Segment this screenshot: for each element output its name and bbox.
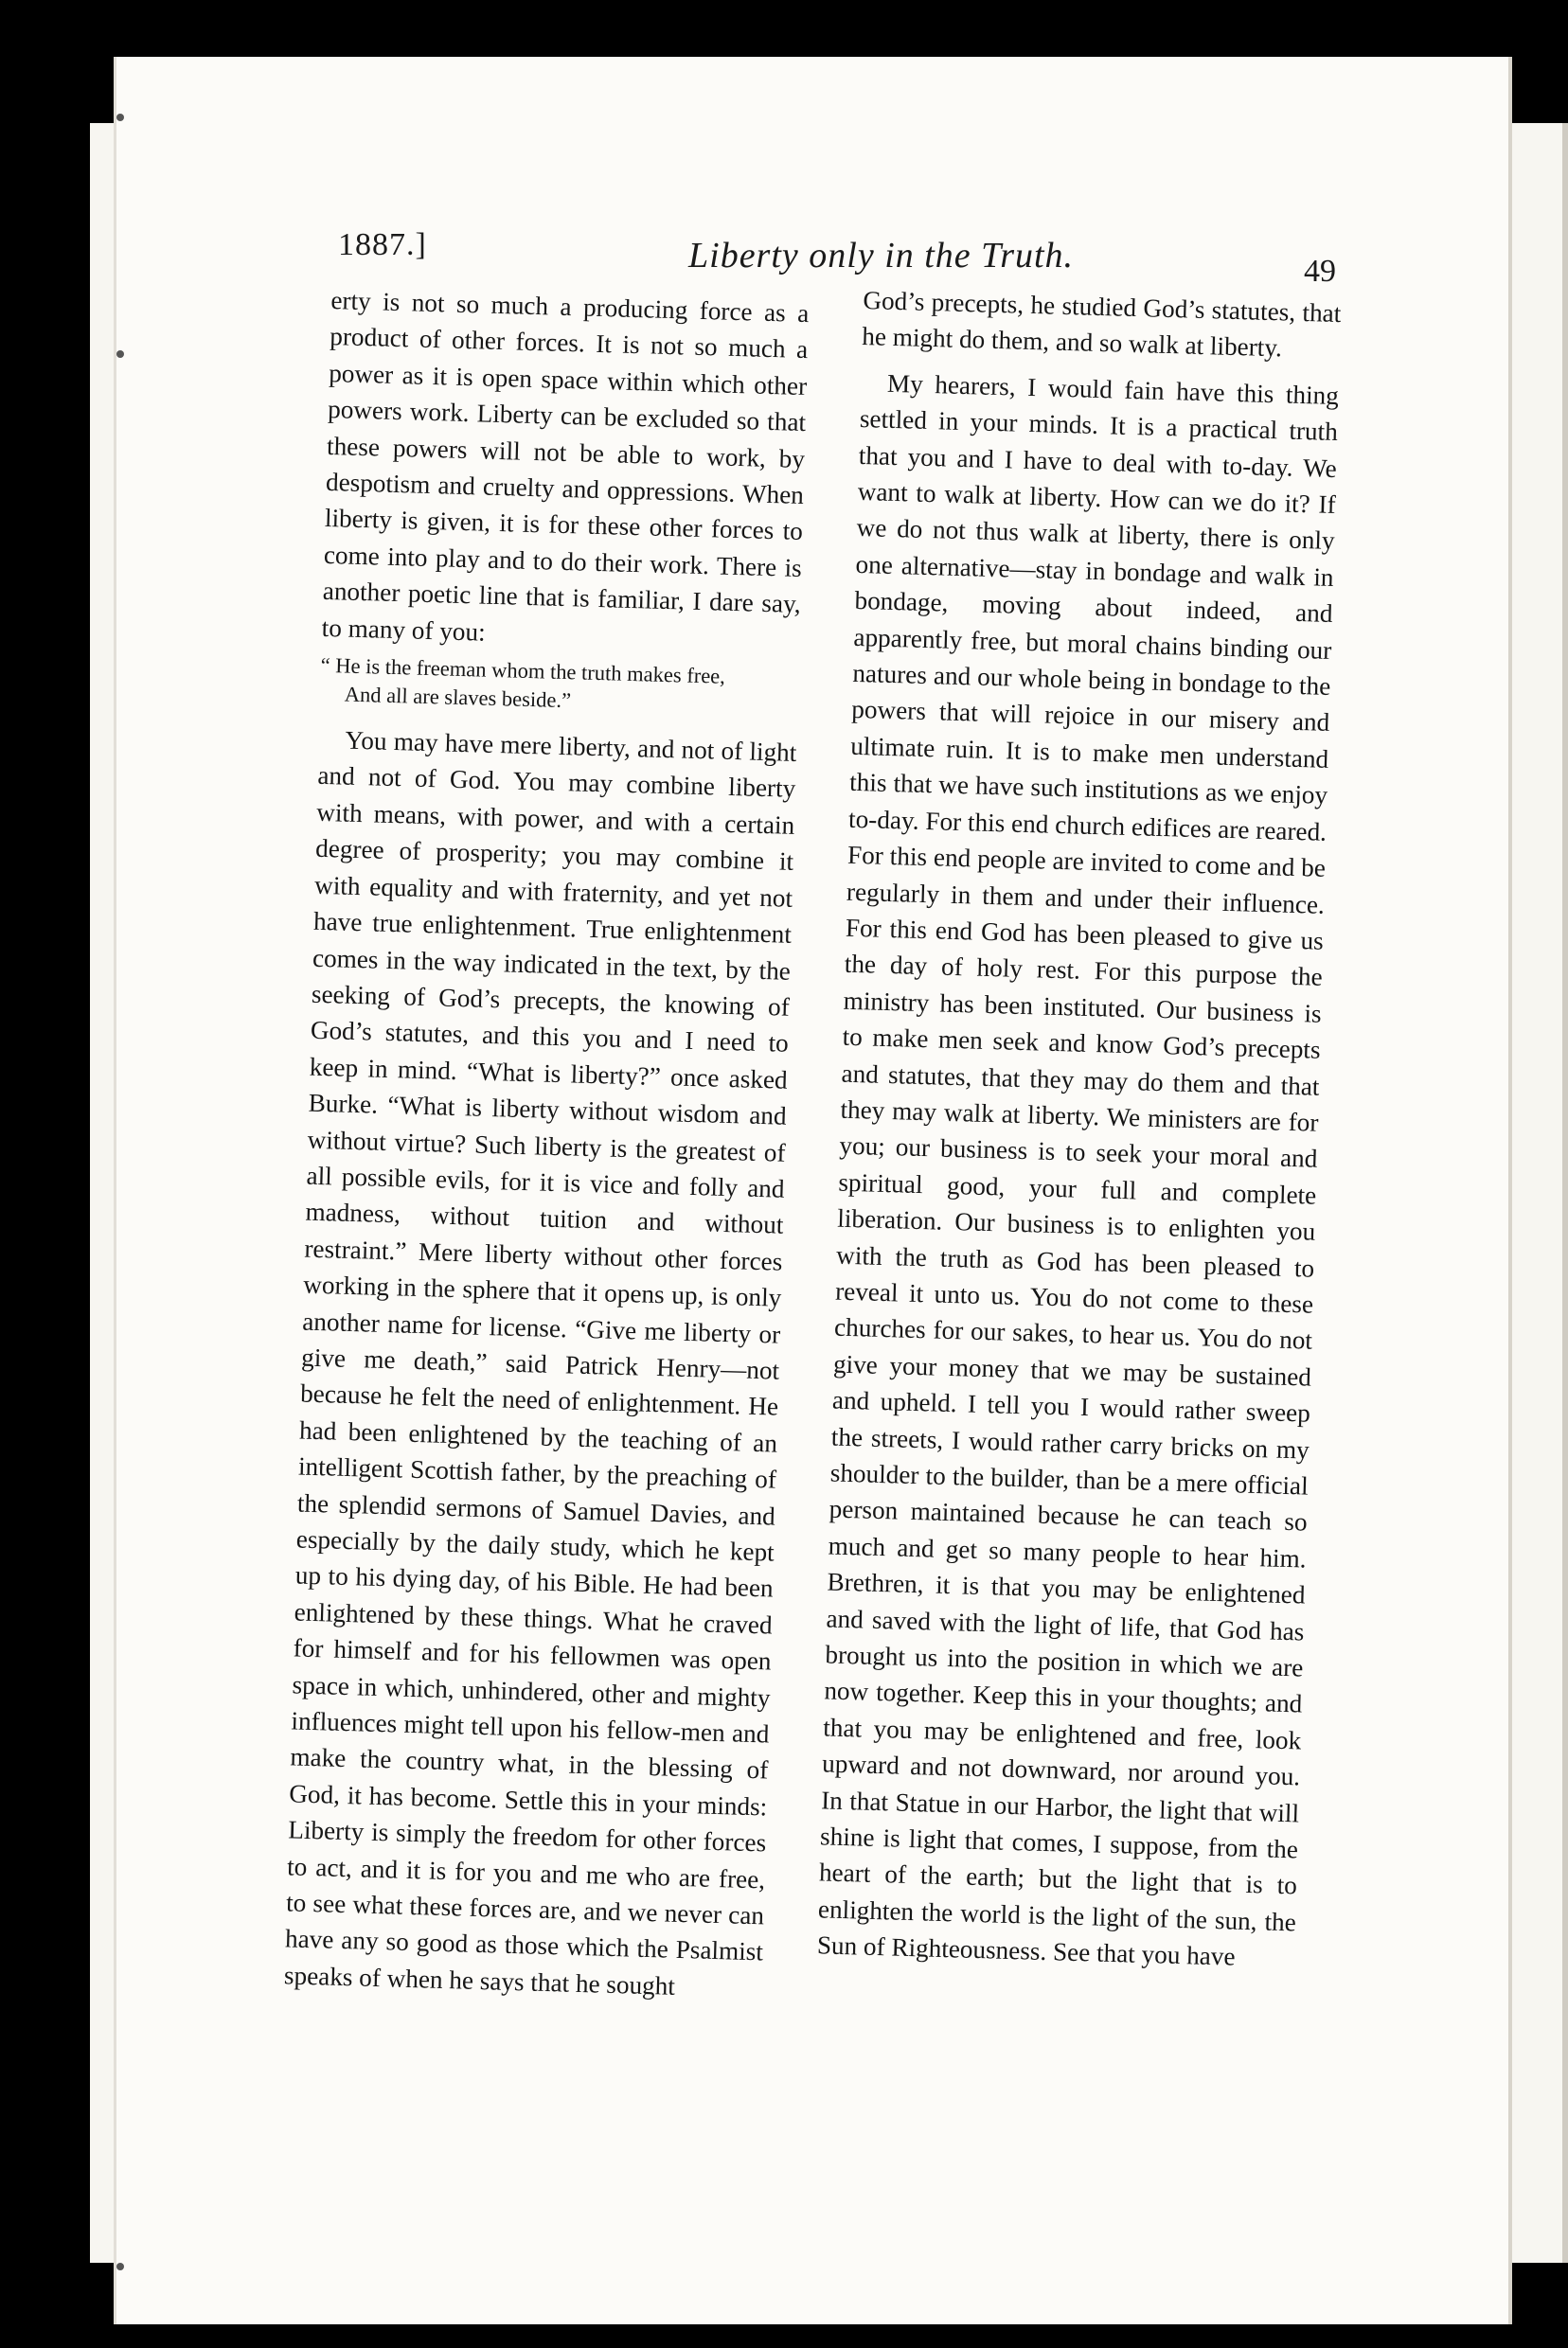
body-paragraph: My hearers, I would fain have this thing settled in your minds. It is a practical truth that you and I have to deal with to-day. We want to walk at liberty. How can we do it? If we do not thus walk at liberty, there is only one alternative—stay in bondage and walk in bondage, moving about indeed, and apparently free, but moral chains binding our natures and our whole being in bondage to the powers that will rejoice in our misery and ultimate ruin. It is to make men understand this that we have such institutions as we enjoy to-day. For this end church edifices are reared. For this end people are invited to come and be regularly in them and under their influence. For this end God has been pleased to give us the day of holy rest. For this purpose the ministry has been instituted. Our business is to make men seek and know God’s precepts and statutes, that they may do them and that they may walk at liberty. We ministers are for you; our business is to seek your moral and spiritual good, your full and complete liberation. Our business is to enlighten you with the truth as God has been pleased to reveal it unto us. You do not come to these churches for our sakes, to hear us. You do not give your money that we may be sustained and upheld. I tell you I would rather sweep the streets, I would rather carry bricks on my shoulder to the builder, than be a mere official person maintained because he can teach so much and get so many people to hear him. Brethren, it is that you may be enlightened and saved with the light of life, that God has brought us into the position in which we are now together. Keep this in your thoughts; and that you may be enlightened and free, look upward and not downward, nor around you. In that Statue in our Harbor, the light that will shine is light that comes, I suppose, from the heart of the earth; but the light that is to enlighten the world is the light of the sun, the Sun of Righteousness. See that you have xyxy=(816,368,1340,1971)
binding-mark xyxy=(116,350,124,358)
page-number: 49 xyxy=(1304,254,1336,289)
binding-mark xyxy=(116,114,124,121)
binding-mark xyxy=(116,2263,124,2270)
running-head-title: Liberty only in the Truth. xyxy=(688,236,1075,276)
running-head-year: 1887.] xyxy=(338,227,427,262)
body-paragraph: God’s precepts, he studied God’s statutes, that he might do them, and so walk at liberty. xyxy=(861,285,1342,363)
right-text-column xyxy=(816,282,1341,1977)
body-paragraph: erty is not so much a producing force as a product of other forces. It is not so much a power as it is open space within which other powers work. Liberty can be excluded so that these powers will not be able to work, by despotism and cruelty and oppressions. When liberty is given, it is for these other forces to come into play and to do their work. There is another poetic line that is familiar, I dare say, to many of you: xyxy=(321,285,810,647)
verse-quotation xyxy=(319,651,798,721)
quote-line: And all are slaves beside.” xyxy=(344,682,572,713)
body-paragraph: You may have mere liberty, and not of light and not of God. You may combine liberty with means, with power, and with a certain degree of prosperity; you may combine it with equality and with fraternity, and yet not have true enlightenment. True enlightenment comes in the way indicated in the text, by the seeking of God’s precepts, the knowing of God’s statutes, and this you and I need to keep in mind. “What is liberty?” once asked Burke. “What is liberty without wisdom and without virtue? Such liberty is the greatest of all possible evils, for it is vice and folly and madness, without tuition and without restraint.” Mere liberty without other forces working in the sphere that it opens up, is only another name for license. “Give me liberty or give me death,” said Patrick Henry—not because he felt the need of enlightenment. He had been enlightened by the teaching of an intelligent Scottish father, by the preaching of the splendid sermons of Samuel Davies, and especially by the daily study, which he kept up to his dying day, of his Bible. He had been enlightened by these things. What he craved for himself and for his fellowmen was open space in which, unhindered, other and mighty influences might tell upon his fellow-men and make the country what, in the blessing of God, it has become. Settle this in your minds: Liberty is simply the freedom for other forces to act, and it is for you and me who are free, to see what these forces are, and we never can have any so good as those which the Psalmist speaks of when he says that he sought xyxy=(283,725,797,2001)
left-text-column xyxy=(284,282,810,2007)
quote-line: “ He is the freeman whom the truth makes free, xyxy=(320,652,726,688)
